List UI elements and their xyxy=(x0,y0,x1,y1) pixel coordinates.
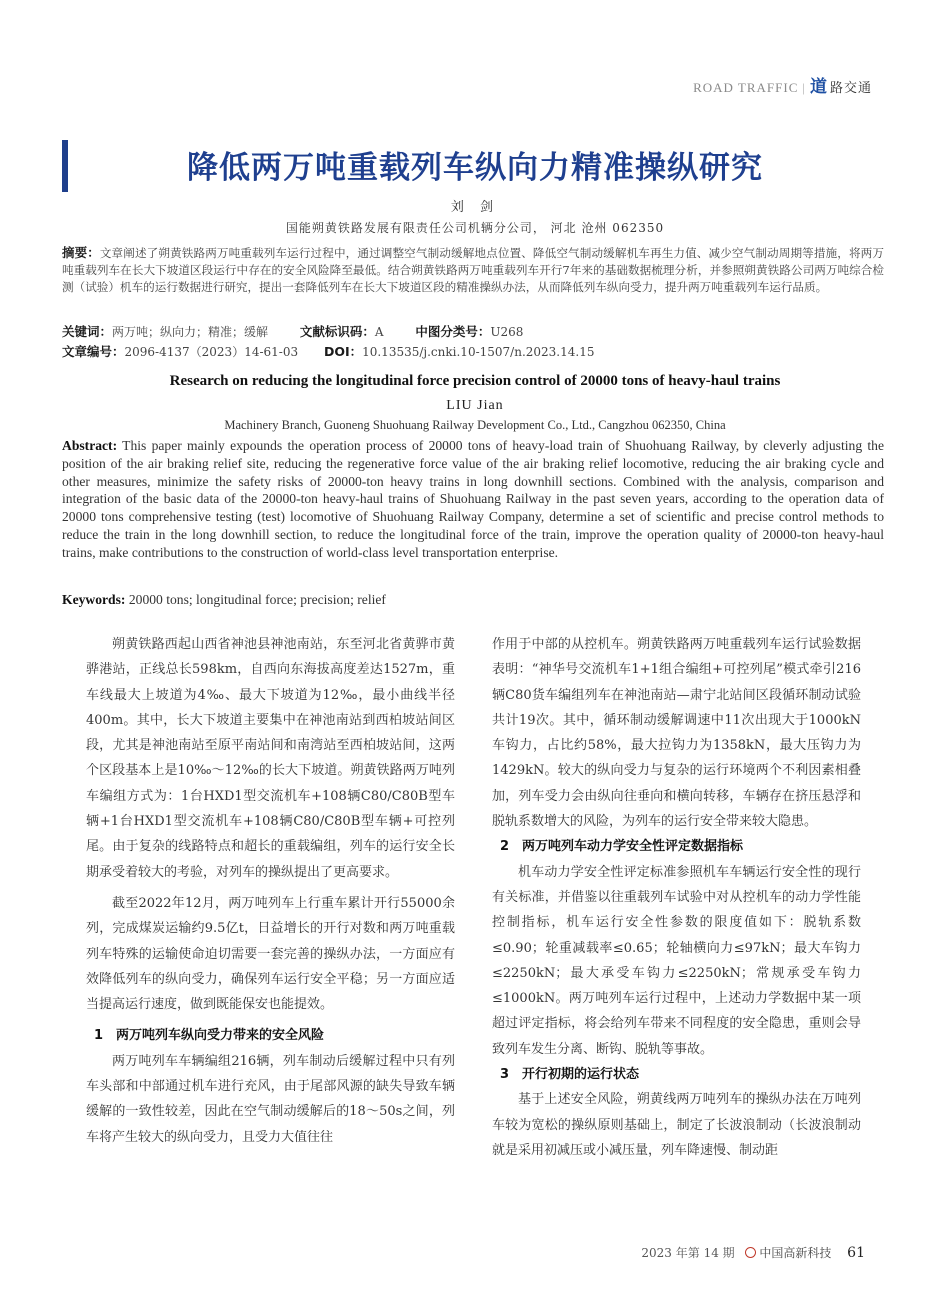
doc-code-label: 文献标识码： xyxy=(299,324,375,339)
keywords-en-line xyxy=(62,592,386,608)
magazine-logo-icon xyxy=(745,1247,756,1258)
article-no: 2096-4137（2023）14-61-03 xyxy=(124,345,299,359)
article-id-line xyxy=(62,342,594,360)
abstract-text-cn: 文章阐述了朔黄铁路两万吨重载列车运行过程中，通过调整空气制动缓解地点位置、降低空气制动缓解机车再生力值、减少空气制动周期等措施，将两万吨重载列车在长大下坡道区段运行中存在的安全风险降至最低。结合朔黄铁路两万吨重载列车开行7年来的基础数据梳理分析，并参照朔黄铁路公司两万吨综合检测（试验）机车的运行数据进行研究，提出一套降低列车在长大下坡道区段的精准操纵办法，从而降低列车纵向受力，提升两万吨重载列车运行品质。 xyxy=(62,246,884,294)
body-paragraph: 截至2022年12月，两万吨列车上行重车累计开行55000余列，完成煤炭运输约9.5亿t，日益增长的开行对数和两万吨重载列车特殊的运输使命迫切需要一套完善的操纵办法，一方面应有效降低列车的纵向受力，确保列车运行安全平稳；另一方面应适当提高运行速度，做到既能保安也能提效。 xyxy=(86,895,455,1013)
body-paragraph: 朔黄铁路西起山西省神池县神池南站，东至河北省黄骅市黄骅港站，正线总长598km，自西向东海拔高度差达1527m，重车线最大上坡道为4‰、最大下坡道为12‰，最小曲线半径400m。其中，长大下坡道主要集中在神池南站到西柏坡站间区段，尤其是神池南站至原平南站间和南湾站至西柏坡站间，这两个区段基本上是10‰～12‰的长大下坡道。朔黄铁路两万吨列车编组方式为：1台HXD1型交流机车+108辆C80/C80B型车辆+1台HXD1型交流机车+108辆C80/C80B型车辆+可控列尾。由于复杂的线路特点和超长的重载编组，列车的运行安全长期承受着较大的考验，对列车的操纵提出了更高要求。 xyxy=(86,637,455,880)
body-paragraph: 作用于中部的从控机车。朔黄铁路两万吨重载列车运行试验数据表明：“神华号交流机车1+1组合编组+可控列尾”模式牵引216辆C80货车编组列车在神池南站—肃宁北站间区段循环制动试验共计19次。其中，循环制动缓解调速中11次出现大于1000kN车钩力，占比约58%，最大拉钩力为1358kN，最大压钩力为1429kN。较大的纵向受力与复杂的运行环境两个不利因素相叠加，列车受力会由纵向往垂向和横向转移，车辆存在挤压悬浮和脱轨系数增大的风险，为列车的运行安全带来较大隐患。 xyxy=(492,637,861,830)
body-paragraph: 两万吨列车车辆编组216辆，列车制动后缓解过程中只有列车头部和中部通过机车进行充风，由于尾部风源的缺失导致车辆缓解的一致性较差，因此在空气制动缓解后的18～50s之间，列车将产生较大的纵向受力，且受力大值往往 xyxy=(86,1053,455,1145)
author-en: LIU Jian xyxy=(446,398,504,413)
keywords-label-en: Keywords: xyxy=(62,592,126,607)
issue-label: 2023 年第 14 期 xyxy=(641,1246,735,1260)
keywords-line-cn xyxy=(62,322,523,340)
affiliation-en: Machinery Branch, Guoneng Shuohuang Railway Development Co., Ltd., Cangzhou 062350, China xyxy=(224,418,726,432)
doc-code: A xyxy=(374,325,384,339)
abstract-label-en: Abstract: xyxy=(62,438,118,453)
running-head: ROAD TRAFFIC | 道 路交通 xyxy=(693,72,872,97)
body-column-left xyxy=(86,632,455,1150)
keywords-label-cn: 关键词： xyxy=(62,324,113,339)
abstract-en xyxy=(62,437,884,562)
abstract-label-cn: 摘要： xyxy=(62,245,100,260)
body-paragraph: 基于上述安全风险，朔黄线两万吨列车的操纵办法在万吨列车较为宽松的操纵原则基础上，制定了长波浪制动（长波浪制动就是采用初减压或小减压量，列车降速慢、制动距 xyxy=(492,1092,861,1158)
abstract-cn xyxy=(62,244,884,296)
section-heading-1: 1 两万吨列车纵向受力带来的安全风险 xyxy=(94,1028,325,1044)
article-no-label: 文章编号： xyxy=(62,344,125,359)
paper-title: 降低两万吨重载列车纵向力精准操纵研究 xyxy=(187,150,763,186)
section-heading-3: 3 开行初期的运行状态 xyxy=(500,1067,640,1083)
clc-code: U268 xyxy=(490,325,524,339)
page-footer xyxy=(641,1244,865,1261)
abstract-text-en: This paper mainly expounds the operation process of 20000 tons of heavy-load train of Shuohuang Railway, by cleverly adjusting the position of the air braking relief site, reducing the regenerative force value of the air braking relief locomotive, reducing the air braking cycle and other measures, minimize the safety risks of 20000-ton heavy trains in long downhill sections. Combined with the analysis, comparison and integration of the basic data of the 20000-ton heavy-haul trains of Shuohuang Railway in the past seven years, according to the operation data of 20000 tons comprehensive testing (test) locomotive of Shuohuang Railway Company, determine a set of scientific and precise control methods to reduce the train in the long downhill section, to reduce the longitudinal force of the train, improve the operation quality of 20000-ton heavy-haul trains, make contributions to the construction of world-class level transportation enterprise. xyxy=(62,438,884,560)
keywords-cn: 两万吨；纵向力；精准；缓解 xyxy=(112,325,269,339)
body-paragraph: 机车动力学安全性评定标准参照机车车辆运行安全性的现行有关标准，并借鉴以往重载列车试验中对从控机车的动力学性能控制指标，机车运行安全性参数的限度值如下：脱轨系数≤0.90；轮重减载率≤0.65；轮轴横向力≤97kN；最大车钩力≤2250kN；最大承受车钩力≤2250kN；常规承受车钩力≤1000kN。两万吨列车运行过程中，上述动力学数据中某一项超过评定指标，将会给列车带来不同程度的安全隐患，重则会导致列车发生分离、断钩、脱轨等事故。 xyxy=(492,864,861,1057)
section-heading-2: 2 两万吨列车动力学安全性评定数据指标 xyxy=(500,839,744,855)
body-column-right xyxy=(492,632,861,1163)
paper-title-en: Research on reducing the longitudinal force precision control of 20000 tons of heavy-haul trains xyxy=(169,373,781,389)
page-number: 61 xyxy=(847,1245,865,1261)
journal-name-en: ROAD TRAFFIC xyxy=(693,80,799,95)
author-cn: 刘 剑 xyxy=(450,200,500,215)
affiliation-cn: 国能朔黄铁路发展有限责任公司机辆分公司， 河北 沧州 062350 xyxy=(285,221,665,235)
clc-label: 中图分类号： xyxy=(415,324,491,339)
doi: 10.13535/j.cnki.10-1507/n.2023.14.15 xyxy=(362,345,595,359)
journal-name-cn: 路交通 xyxy=(829,81,872,96)
journal-logo: 道 xyxy=(809,77,828,97)
magazine-name: 中国高新科技 xyxy=(759,1246,832,1260)
keywords-en: 20000 tons; longitudinal force; precision; relief xyxy=(128,592,386,607)
doi-label: DOI： xyxy=(323,344,363,359)
